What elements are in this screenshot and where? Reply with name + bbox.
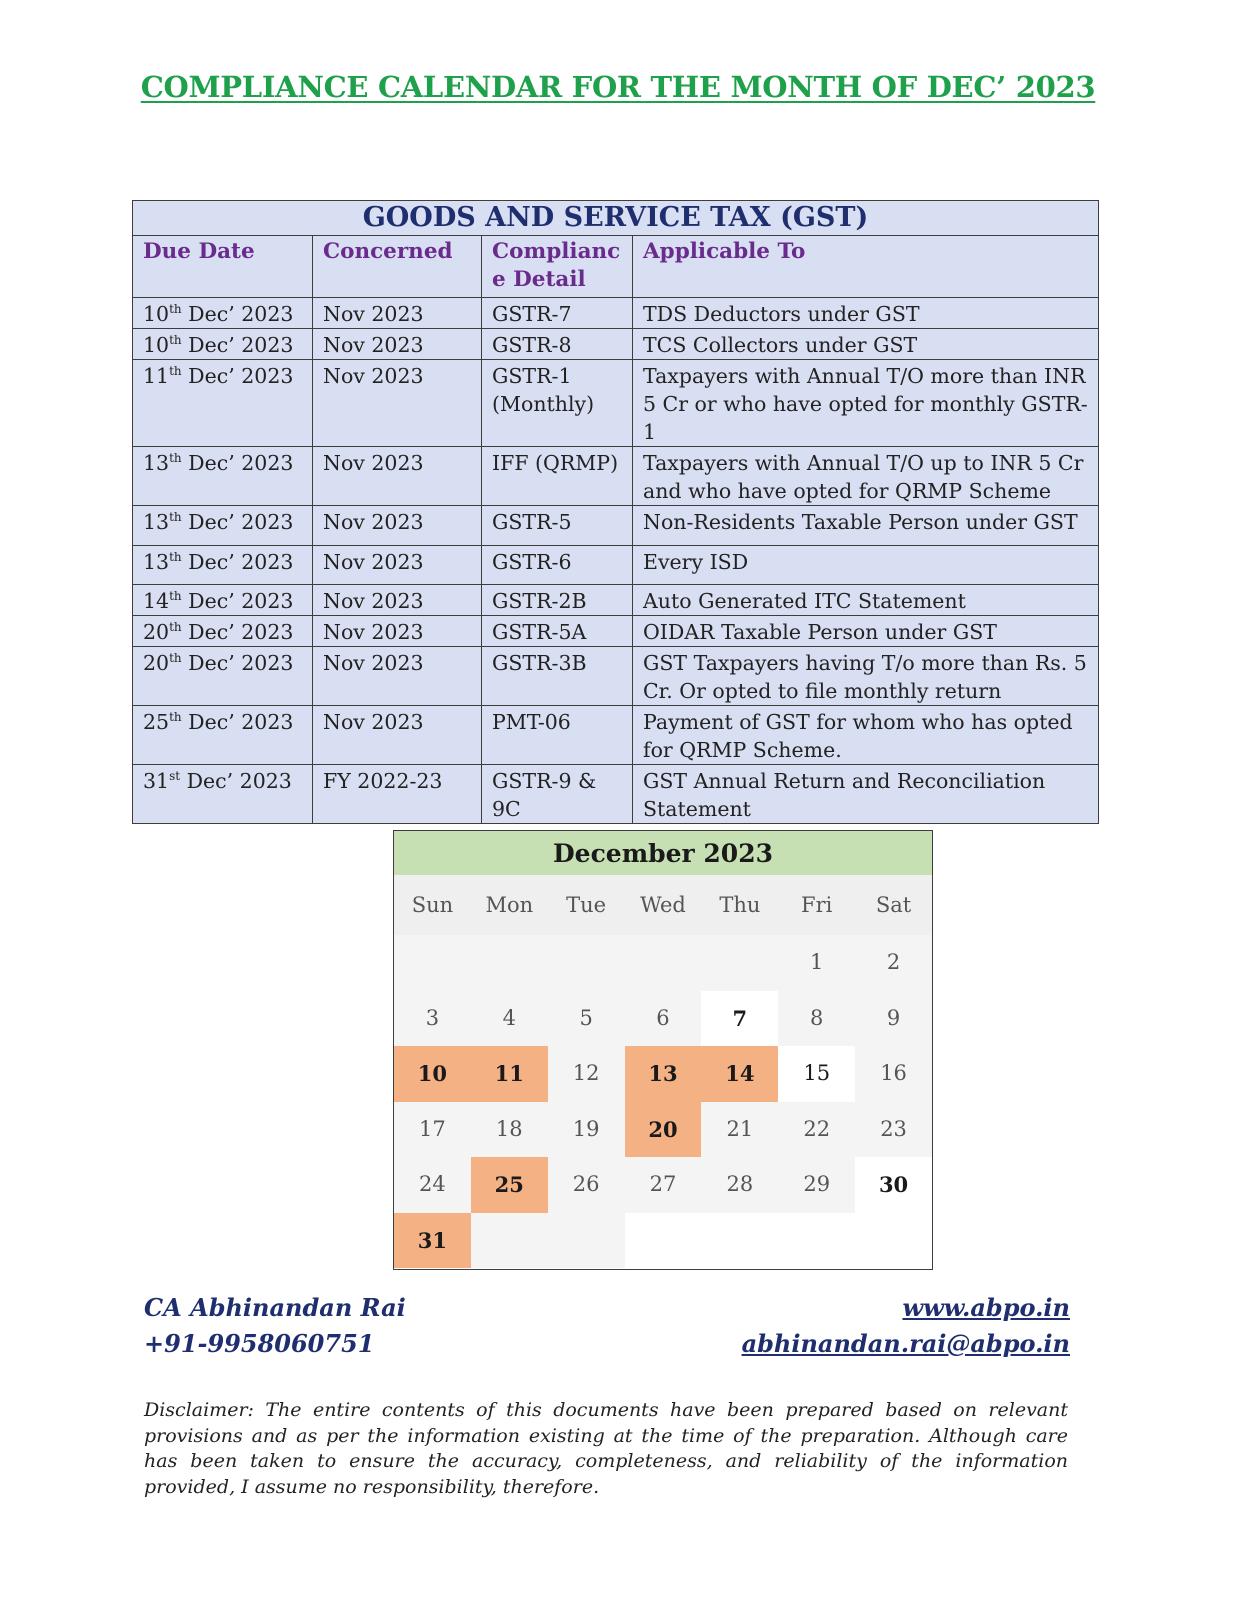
calendar-day-23: 23 [880, 1116, 907, 1141]
due-date-cell: 20th Dec’ 2023 [133, 647, 313, 706]
calendar-day-14: 14 [701, 1046, 778, 1102]
weekday-label: Tue [566, 893, 607, 917]
calendar-day-1: 1 [810, 950, 824, 974]
concerned-cell: Nov 2023 [313, 546, 482, 585]
concerned-cell: Nov 2023 [313, 585, 482, 616]
compliance-cell: GSTR-2B [482, 585, 633, 616]
column-header-due-date: Due Date [133, 236, 313, 298]
compliance-cell: GSTR-8 [482, 329, 633, 360]
calendar-day-27: 27 [649, 1172, 677, 1196]
calendar-empty-cell [471, 935, 548, 991]
concerned-cell: Nov 2023 [313, 616, 482, 647]
table-row [133, 585, 1099, 616]
concerned-cell: Nov 2023 [313, 647, 482, 706]
compliance-cell: GSTR-9 & 9C [482, 765, 633, 824]
applicable-cell: GST Annual Return and Reconciliation Statement [633, 765, 1099, 824]
calendar-day-30: 30 [855, 1157, 932, 1213]
calendar-day-5: 5 [579, 1005, 593, 1030]
calendar-day-7: 7 [701, 991, 778, 1047]
calendar-weekday-header [394, 875, 932, 935]
calendar-empty-cell [701, 1213, 778, 1269]
calendar-day-22: 22 [803, 1116, 831, 1141]
website-link[interactable]: www.abpo.in [902, 1293, 1070, 1322]
calendar-empty-cell [855, 1213, 932, 1269]
column-header-applicable-to: Applicable To [633, 236, 1099, 298]
concerned-cell: Nov 2023 [313, 706, 482, 765]
table-section-title: GOODS AND SERVICE TAX (GST) [133, 201, 1099, 236]
calendar-day-28: 28 [726, 1172, 754, 1196]
calendar-empty-cell [701, 935, 778, 991]
calendar-day-4: 4 [502, 1005, 516, 1030]
calendar-day-13: 13 [625, 1046, 702, 1102]
disclaimer-text: Disclaimer: The entire contents of this documents have been prepared based on relevant provisions and as per the information existing at the time of the preparation. Although care has been taken to ensure the accuracy, completeness, and reliability of the information provided, I assume no responsibility, therefore. [144, 1399, 1068, 1498]
concerned-cell: Nov 2023 [313, 329, 482, 360]
page-title: COMPLIANCE CALENDAR FOR THE MONTH OF DEC’ 2023 [140, 70, 1096, 104]
due-date-cell: 31st Dec’ 2023 [133, 765, 313, 824]
weekday-label: Sun [411, 893, 454, 917]
calendar-day-15: 15 [778, 1046, 855, 1102]
december-calendar [393, 830, 933, 1270]
due-date-cell: 13th Dec’ 2023 [133, 546, 313, 585]
calendar-day-2: 2 [886, 950, 901, 974]
calendar-day-26: 26 [572, 1172, 600, 1196]
due-date-cell: 13th Dec’ 2023 [133, 506, 313, 546]
due-date-cell: 13th Dec’ 2023 [133, 447, 313, 506]
applicable-cell: Payment of GST for whom who has opted for QRMP Scheme. [633, 706, 1099, 765]
applicable-cell: Every ISD [633, 546, 1099, 585]
applicable-cell: Non-Residents Taxable Person under GST [633, 506, 1099, 546]
applicable-cell: Taxpayers with Annual T/O more than INR 5 Cr or who have opted for monthly GSTR-1 [633, 360, 1099, 447]
calendar-day-10: 10 [394, 1046, 471, 1102]
due-date-cell: 14th Dec’ 2023 [133, 585, 313, 616]
contact-phone: +91-9958060751 [144, 1329, 375, 1358]
concerned-cell: FY 2022-23 [313, 765, 482, 824]
calendar-day-29: 29 [803, 1172, 831, 1196]
due-date-cell: 10th Dec’ 2023 [133, 329, 313, 360]
compliance-cell: IFF (QRMP) [482, 447, 633, 506]
compliance-cell: GSTR-6 [482, 546, 633, 585]
concerned-cell: Nov 2023 [313, 298, 482, 329]
concerned-cell: Nov 2023 [313, 506, 482, 546]
table-row [133, 546, 1099, 585]
calendar-empty-cell [548, 1213, 625, 1269]
weekday-label: Thu [719, 893, 761, 917]
calendar-date-grid [394, 935, 932, 1268]
table-row [133, 447, 1099, 506]
table-row [133, 616, 1099, 647]
applicable-cell: TCS Collectors under GST [633, 329, 1099, 360]
calendar-empty-cell [548, 935, 625, 991]
calendar-day-12: 12 [572, 1061, 600, 1085]
weekday-label: Sat [875, 893, 912, 917]
calendar-day-11: 11 [471, 1046, 548, 1102]
calendar-day-6: 6 [656, 1005, 670, 1030]
applicable-cell: GST Taxpayers having T/o more than Rs. 5 Cr. Or opted to file monthly return [633, 647, 1099, 706]
calendar-day-21: 21 [726, 1116, 754, 1141]
calendar-empty-cell [625, 1213, 702, 1269]
table-row [133, 706, 1099, 765]
contact-person [144, 1290, 406, 1362]
due-date-cell: 11th Dec’ 2023 [133, 360, 313, 447]
contact-links [742, 1290, 1070, 1362]
calendar-empty-cell [778, 1213, 855, 1269]
compliance-cell: GSTR-7 [482, 298, 633, 329]
gst-compliance-table [132, 200, 1099, 824]
compliance-cell: GSTR-5A [482, 616, 633, 647]
calendar-day-31: 31 [394, 1213, 471, 1269]
applicable-cell: TDS Deductors under GST [633, 298, 1099, 329]
compliance-cell: GSTR-5 [482, 506, 633, 546]
calendar-day-18: 18 [495, 1116, 523, 1141]
calendar-empty-cell [471, 1213, 548, 1269]
column-header-compliance-detail: Complianc e Detail [482, 236, 633, 298]
due-date-cell: 10th Dec’ 2023 [133, 298, 313, 329]
compliance-cell: GSTR-3B [482, 647, 633, 706]
table-row [133, 360, 1099, 447]
calendar-title: December 2023 [394, 831, 932, 875]
table-row [133, 765, 1099, 824]
table-row [133, 298, 1099, 329]
calendar-empty-cell [625, 935, 702, 991]
applicable-cell: Auto Generated ITC Statement [633, 585, 1099, 616]
calendar-day-19: 19 [572, 1116, 600, 1141]
compliance-cell: PMT-06 [482, 706, 633, 765]
table-row [133, 506, 1099, 546]
compliance-cell: GSTR-1 (Monthly) [482, 360, 633, 447]
calendar-empty-cell [394, 935, 471, 991]
contact-name: CA Abhinandan Rai [144, 1293, 406, 1322]
concerned-cell: Nov 2023 [313, 447, 482, 506]
table-row [133, 329, 1099, 360]
applicable-cell: OIDAR Taxable Person under GST [633, 616, 1099, 647]
calendar-day-8: 8 [810, 1005, 824, 1030]
applicable-cell: Taxpayers with Annual T/O up to INR 5 Cr and who have opted for QRMP Scheme [633, 447, 1099, 506]
column-header-concerned: Concerned [313, 236, 482, 298]
email-link[interactable]: abhinandan.rai@abpo.in [741, 1329, 1070, 1358]
calendar-day-3: 3 [425, 1005, 440, 1030]
weekday-label: Fri [801, 893, 833, 917]
calendar-day-25: 25 [471, 1157, 548, 1213]
calendar-day-17: 17 [419, 1116, 446, 1141]
due-date-cell: 20th Dec’ 2023 [133, 616, 313, 647]
calendar-day-20: 20 [625, 1102, 702, 1158]
table-row [133, 647, 1099, 706]
weekday-label: Wed [640, 893, 686, 917]
calendar-day-16: 16 [880, 1061, 907, 1085]
weekday-label: Mon [485, 893, 534, 917]
calendar-day-24: 24 [419, 1172, 446, 1196]
calendar-day-9: 9 [886, 1005, 901, 1030]
due-date-cell: 25th Dec’ 2023 [133, 706, 313, 765]
concerned-cell: Nov 2023 [313, 360, 482, 447]
